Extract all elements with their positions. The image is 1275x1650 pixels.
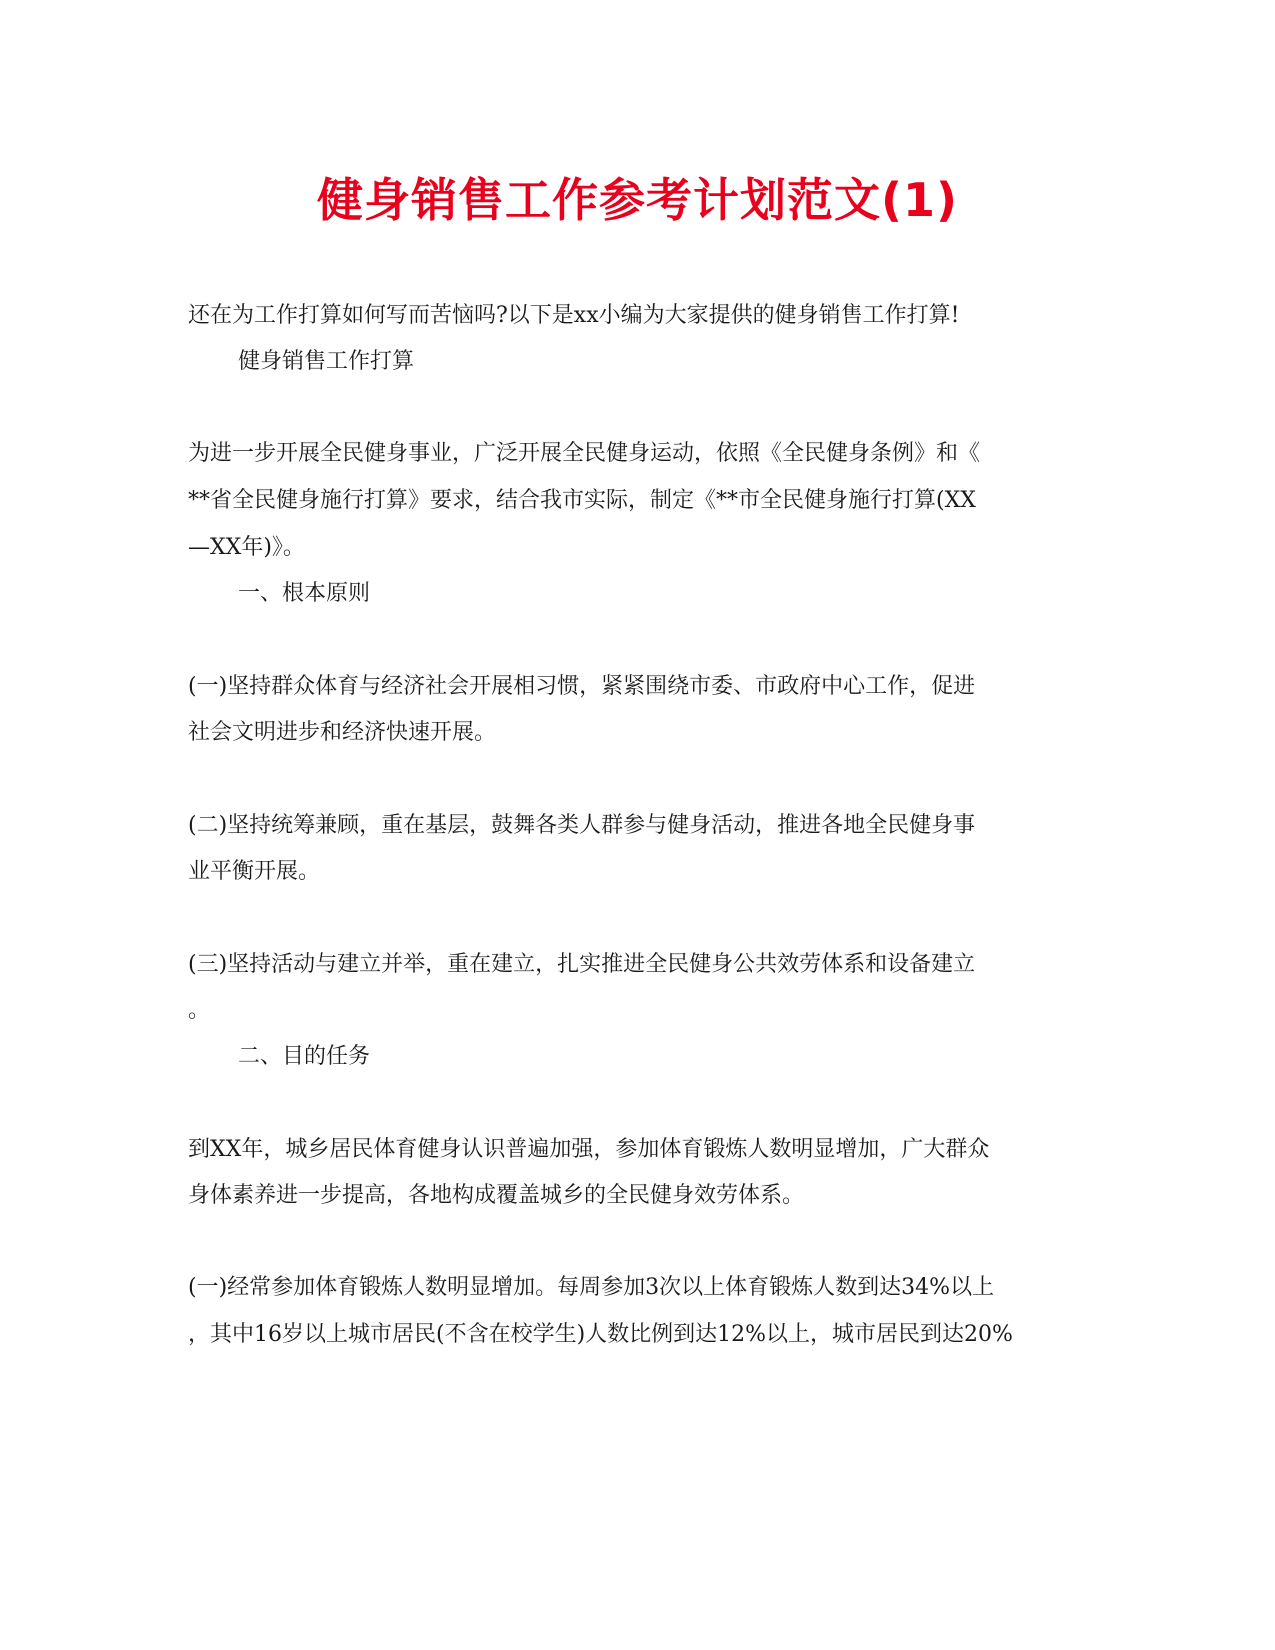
paragraph-line: 身体素养进一步提高，各地构成覆盖城乡的全民健身效劳体系。 (188, 1183, 805, 1208)
paragraph-line: (一)经常参加体育锻炼人数明显增加。每周参加3次以上体育锻炼人数到达34%以上 (188, 1275, 995, 1300)
paragraph-line: 为进一步开展全民健身事业，广泛开展全民健身运动，依照《全民健身条例》和《 (188, 441, 981, 466)
paragraph-line: (一)坚持群众体育与经济社会开展相习惯，紧紧围绕市委、市政府中心工作，促进 (188, 674, 976, 699)
paragraph-line: —XX年)》。 (188, 535, 305, 560)
paragraph-line: 。 (188, 998, 211, 1023)
paragraph-line: **省全民健身施行打算》要求，结合我市实际，制定《**市全民健身施行打算(XX (188, 488, 976, 513)
document-title: 健身销售工作参考计划范文(1) (316, 173, 959, 227)
paragraph-line: (三)坚持活动与建立并举，重在建立，扎实推进全民健身公共效劳体系和设备建立 (188, 952, 976, 977)
paragraph-line: 业平衡开展。 (188, 859, 321, 884)
plan-subtitle: 健身销售工作打算 (238, 349, 415, 374)
section-heading-principles: 一、根本原则 (238, 581, 371, 606)
paragraph-line: 到XX年，城乡居民体育健身认识普遍加强，参加体育锻炼人数明显增加，广大群众 (188, 1137, 990, 1162)
paragraph-line: ，其中16岁以上城市居民(不含在校学生)人数比例到达12%以上，城市居民到达20% (188, 1322, 1013, 1347)
paragraph-line: (二)坚持统筹兼顾，重在基层，鼓舞各类人群参与健身活动，推进各地全民健身事 (188, 813, 976, 838)
paragraph-line: 社会文明进步和经济快速开展。 (188, 720, 497, 745)
intro-line: 还在为工作打算如何写而苦恼吗?以下是xx小编为大家提供的健身销售工作打算! (188, 303, 960, 328)
section-heading-goals: 二、目的任务 (238, 1044, 371, 1069)
